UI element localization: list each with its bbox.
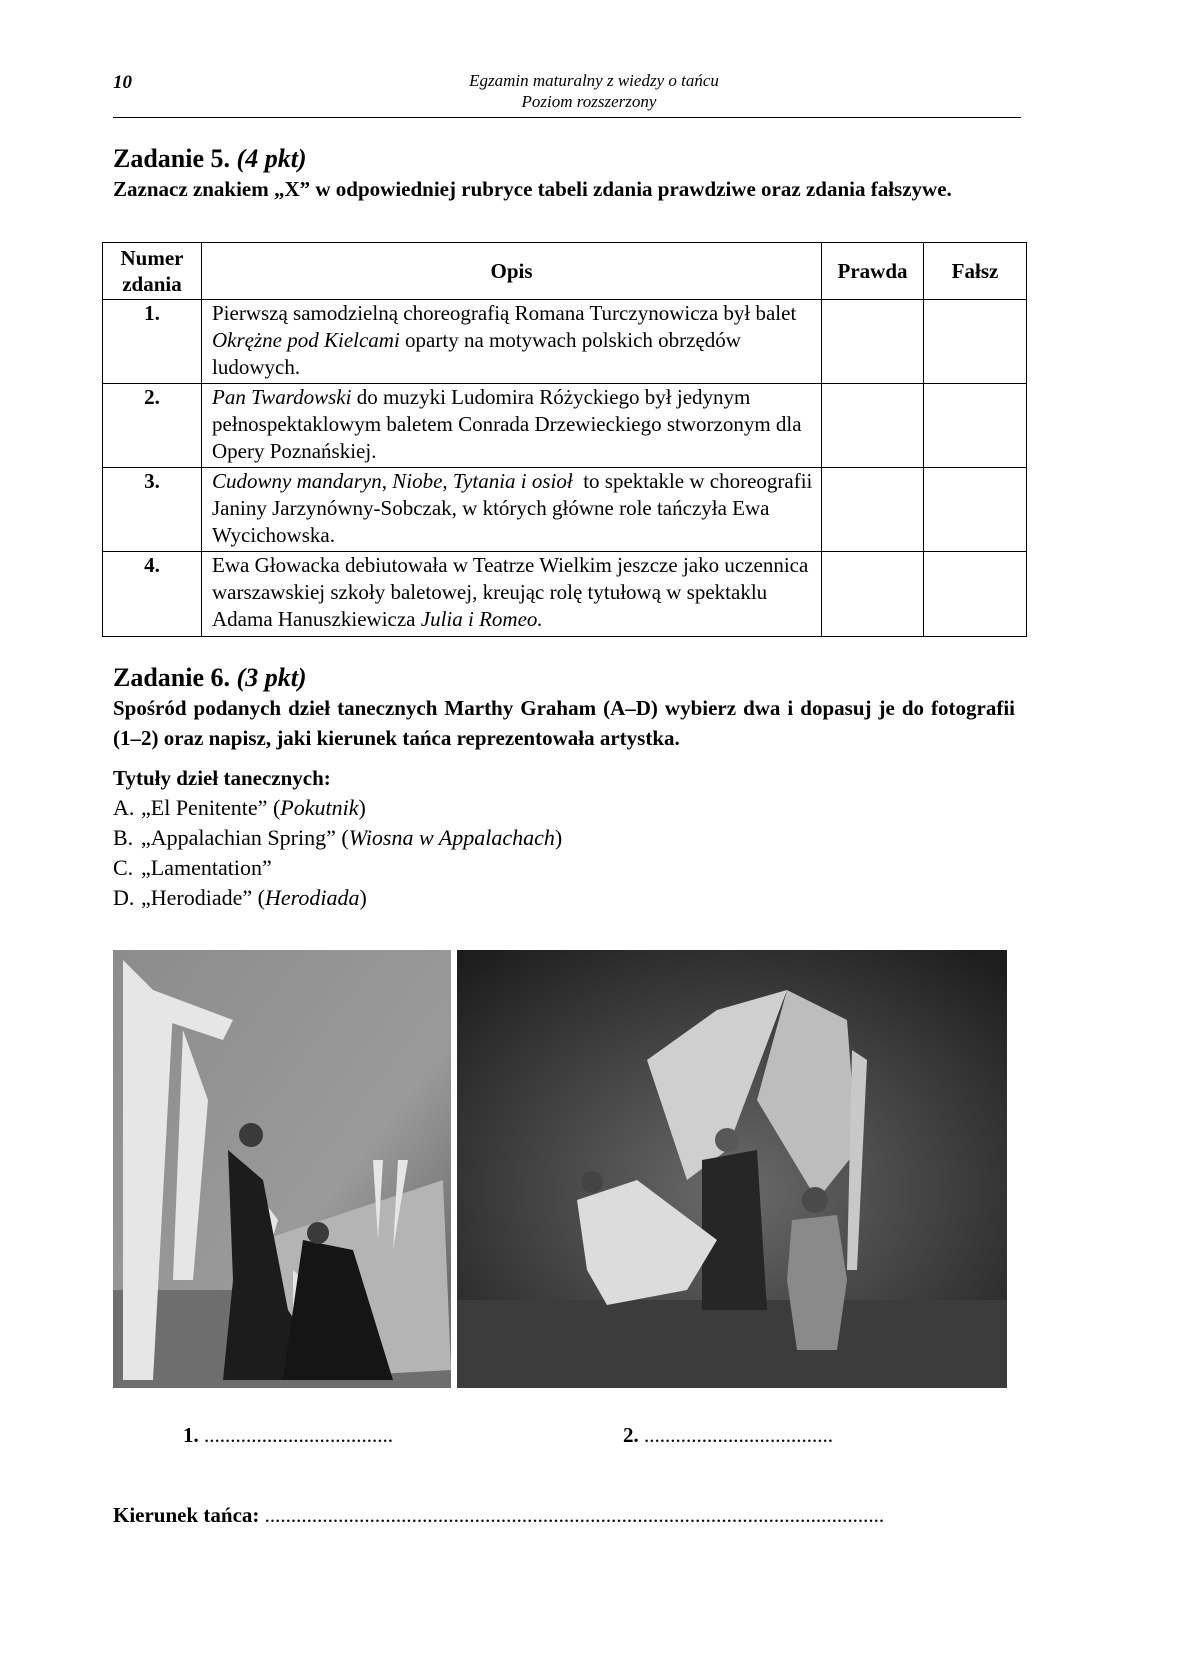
task5-instruction: Zaznacz znakiem „X” w odpowiedniej rubryce tabeli zdania prawdziwe oraz zdania fałszywe. <box>113 177 952 201</box>
statement-number: 2. <box>103 384 202 468</box>
column-header-true: Prawda <box>822 243 924 300</box>
task5-points: (4 pkt) <box>236 144 307 173</box>
option-translation: Pokutnik <box>280 795 359 820</box>
statement-text-part: Pierwszą samodzielną choreografią Romana Turczynowicza był balet <box>212 301 802 325</box>
direction-answer[interactable] <box>113 1503 884 1528</box>
exam-title: Egzamin maturalny z wiedzy o tańcu <box>469 71 719 90</box>
task5-title <box>113 144 307 174</box>
option-title: „Herodiade” <box>141 885 253 910</box>
dance-work-option <box>113 825 562 851</box>
answer-2-line[interactable]: .................................... <box>644 1423 833 1447</box>
option-letter: B. <box>113 825 134 850</box>
checkbox-cell-true[interactable] <box>822 384 924 468</box>
column-header-number-line1: Numer <box>120 246 184 270</box>
option-title: „Lamentation” <box>141 855 272 880</box>
task6-title <box>113 663 307 693</box>
statement-text-part: Okrężne pod Kielcami <box>212 328 400 352</box>
checkbox-cell-true[interactable] <box>822 468 924 552</box>
dance-work-option <box>113 795 366 821</box>
statement-text-part: to spektakle w choreografii Janiny Jarzynówny-Sobczak, w których główne role tańczyła Ewa Wycichowska. <box>212 469 818 547</box>
photo-1-image <box>113 950 451 1388</box>
option-letter: A. <box>113 795 135 820</box>
statement-text-part: do muzyki Ludomira Różyckiego był jedynym pełnospektaklowym baletem Conrada Drzewieckiego stworzonym dla Opery Poznańskiej. <box>212 385 807 463</box>
dance-work-option <box>113 855 272 881</box>
option-translation: Wiosna w Appalachach <box>348 825 555 850</box>
table-row <box>103 468 1027 552</box>
column-header-false: Fałsz <box>924 243 1027 300</box>
task6-number: Zadanie 6. <box>113 663 231 692</box>
checkbox-cell-true[interactable] <box>822 300 924 384</box>
statement-number: 3. <box>103 468 202 552</box>
task5-number: Zadanie 5. <box>113 144 231 173</box>
answer-2-label: 2. <box>623 1423 639 1447</box>
option-paren-close: ) <box>359 885 367 910</box>
checkbox-cell-false[interactable] <box>924 552 1027 637</box>
option-paren-open: ( <box>335 825 349 850</box>
statement-text-part: Julia i Romeo. <box>420 607 543 631</box>
checkbox-cell-false[interactable] <box>924 468 1027 552</box>
statement-text-part: Cudowny mandaryn <box>212 469 382 493</box>
statement-text-part: Pan Twardowski <box>212 385 352 409</box>
table-row <box>103 384 1027 468</box>
photo-2 <box>457 950 1007 1388</box>
option-paren-open: ( <box>267 795 281 820</box>
option-paren-open: ( <box>252 885 265 910</box>
checkbox-cell-true[interactable] <box>822 552 924 637</box>
running-header <box>0 70 1178 112</box>
table-header-row <box>103 243 1027 300</box>
option-paren-close: ) <box>554 825 563 850</box>
task6-points: (3 pkt) <box>236 663 307 692</box>
statement-text-part: Ewa Głowacka debiutowała w Teatrze Wielkim jeszcze jako uczennica warszawskiej szkoły baletowej, kreując rolę tytułową w spektaklu Adama Hanuszkiewicza <box>212 553 814 631</box>
answer-1[interactable] <box>183 1423 393 1448</box>
options-title: Tytuły dzieł tanecznych: <box>113 766 331 790</box>
table-row <box>103 300 1027 384</box>
statement-text-part: oparty na motywach polskich obrzędów ludowych. <box>212 328 747 379</box>
header-divider <box>113 117 1021 118</box>
statement-number: 1. <box>103 300 202 384</box>
photo-1 <box>113 950 451 1388</box>
statement-text-part: Tytania i osioł <box>452 469 573 493</box>
option-translation: Herodiada <box>264 885 360 910</box>
statement-number: 4. <box>103 552 202 637</box>
option-letter: D. <box>113 885 135 910</box>
dance-work-option <box>113 885 367 911</box>
task6-instruction: Spośród podanych dzieł tanecznych Marthy Graham (A–D) wybierz dwa i dopasuj je do fotografii (1–2) oraz napisz, jaki kierunek tańca reprezentowała artystka. <box>113 696 1015 750</box>
statement-description <box>202 300 822 384</box>
option-letter: C. <box>113 855 134 880</box>
column-header-number-line2: zdania <box>122 272 182 296</box>
answer-1-line[interactable]: .................................... <box>204 1423 393 1447</box>
column-header-description: Opis <box>202 243 822 300</box>
answer-1-label: 1. <box>183 1423 199 1447</box>
photo-2-image <box>457 950 1007 1388</box>
statement-description <box>202 384 822 468</box>
answer-2[interactable] <box>623 1423 833 1448</box>
page-number: 10 <box>113 72 132 93</box>
statement-text-part: , <box>381 469 393 493</box>
option-title: „El Penitente” <box>141 795 268 820</box>
table-row <box>103 552 1027 637</box>
checkbox-cell-false[interactable] <box>924 300 1027 384</box>
option-title: „Appalachian Spring” <box>141 825 336 850</box>
option-paren-close: ) <box>358 795 366 820</box>
exam-level: Poziom rozszerzony <box>521 92 657 111</box>
direction-label: Kierunek tańca: <box>113 1503 260 1527</box>
statement-description <box>202 468 822 552</box>
true-false-table <box>102 242 1027 637</box>
statement-description <box>202 552 822 637</box>
statement-text-part: , <box>442 469 453 493</box>
checkbox-cell-false[interactable] <box>924 384 1027 468</box>
statement-text-part: Niobe <box>392 469 443 493</box>
column-header-number <box>103 243 202 300</box>
direction-line[interactable]: ...................................................................................................................... <box>264 1503 885 1527</box>
